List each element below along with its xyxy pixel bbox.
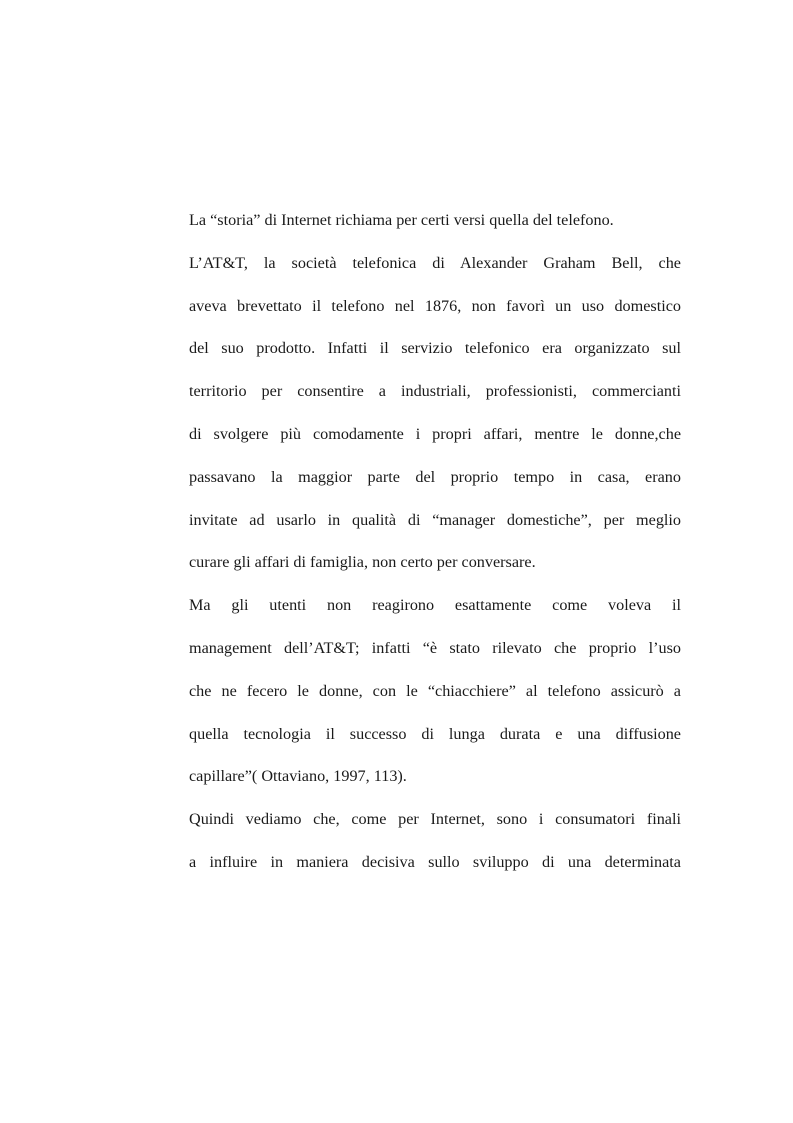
text-line: territorio per consentire a industriali, professionisti, commercianti: [189, 382, 681, 401]
text-line: passavano la maggior parte del proprio tempo in casa, erano: [189, 467, 681, 486]
text-line: Ma gli utenti non reagirono esattamente come voleva il: [189, 596, 681, 615]
text-line-paragraph-end: curare gli affari di famiglia, non certo per conversare.: [189, 553, 536, 572]
text-line: aveva brevettato il telefono nel 1876, non favorì un uso domestico: [189, 296, 681, 315]
text-line: management dell’AT&T; infatti “è stato rilevato che proprio l’uso: [189, 638, 681, 657]
text-line-paragraph-end: capillare”( Ottaviano, 1997, 113).: [189, 767, 407, 786]
text-line: di svolgere più comodamente i propri affari, mentre le donne,che: [189, 424, 681, 443]
text-line: Quindi vediamo che, come per Internet, sono i consumatori finali: [189, 810, 681, 829]
text-line: invitate ad usarlo in qualità di “manager domestiche”, per meglio: [189, 510, 681, 529]
text-line: che ne fecero le donne, con le “chiacchiere” al telefono assicurò a: [189, 681, 681, 700]
body-text: [189, 205, 681, 890]
text-line: quella tecnologia il successo di lunga durata e una diffusione: [189, 724, 681, 743]
text-line: L’AT&T, la società telefonica di Alexander Graham Bell, che: [189, 253, 681, 272]
text-line: del suo prodotto. Infatti il servizio telefonico era organizzato sul: [189, 339, 681, 358]
text-line: a influire in maniera decisiva sullo sviluppo di una determinata: [189, 852, 681, 871]
text-line-paragraph-end: La “storia” di Internet richiama per certi versi quella del telefono.: [189, 211, 614, 229]
